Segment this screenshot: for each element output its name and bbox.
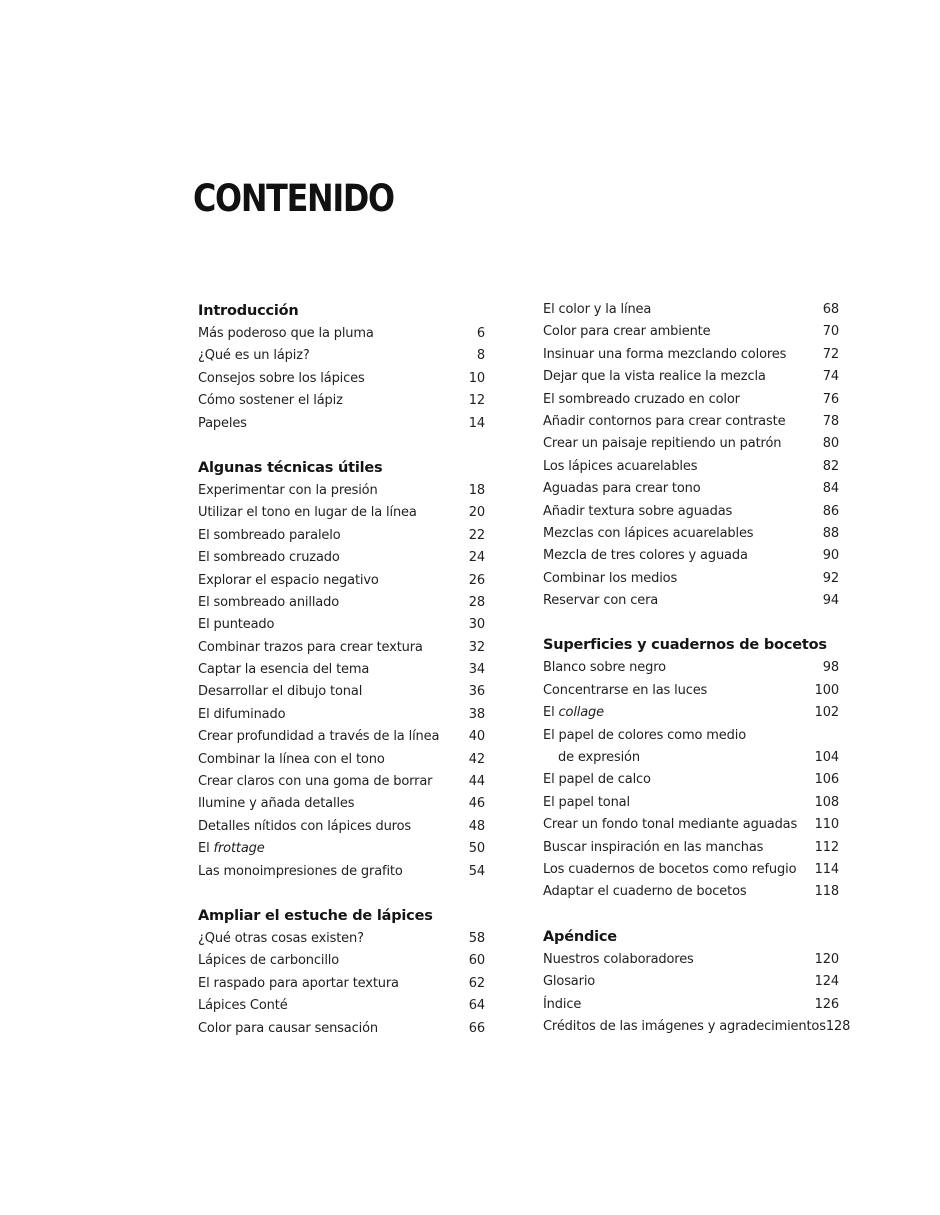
page-number: 126 [814, 996, 839, 1012]
page-number: 90 [822, 548, 839, 564]
toc-entry[interactable] [198, 950, 485, 972]
page-number: 86 [822, 503, 839, 519]
toc-entry[interactable] [198, 368, 485, 390]
entry-label-prefix: El [198, 841, 214, 857]
entry-label: Utilizar el tono en lugar de la línea [198, 505, 417, 521]
entry-label: Papeles [198, 415, 247, 431]
page-number: 120 [814, 951, 839, 967]
toc-section [543, 925, 851, 1039]
toc-entry[interactable] [543, 837, 839, 859]
entry-label: Combinar la línea con el tono [198, 751, 385, 767]
toc-entry[interactable] [543, 881, 839, 903]
page-number: 84 [822, 481, 839, 497]
entry-label: Lápices Conté [198, 998, 288, 1014]
entry-label: Explorar el espacio negativo [198, 572, 379, 588]
toc-entry[interactable] [198, 861, 485, 883]
toc-entry[interactable] [543, 344, 839, 366]
page-number: 6 [476, 326, 485, 341]
toc-left-column [198, 299, 485, 1061]
page-number: 20 [468, 505, 485, 521]
toc-entry[interactable] [198, 659, 485, 681]
page-number: 68 [822, 302, 839, 317]
toc-entry[interactable] [543, 769, 839, 791]
page-number: 46 [468, 796, 485, 812]
entry-label: Más poderoso que la pluma [198, 326, 374, 341]
entry-label: Crear claros con una goma de borrar [198, 774, 433, 790]
page-number: 112 [814, 839, 839, 855]
entry-label: El papel de colores como medio [543, 727, 747, 743]
page-number: 42 [468, 751, 485, 767]
entry-label: Combinar los medios [543, 570, 678, 586]
toc-entry[interactable] [198, 704, 485, 726]
toc-entry[interactable] [543, 389, 839, 411]
toc-entry[interactable] [198, 413, 485, 435]
page-number: 114 [814, 861, 839, 877]
entry-label: Dejar que la vista realice la mezcla [543, 369, 766, 385]
entry-label: Color para causar sensación [198, 1020, 378, 1036]
entry-label: El papel de calco [543, 772, 651, 788]
toc-section [198, 904, 485, 1040]
toc-entry[interactable] [198, 525, 485, 547]
page-number: 40 [468, 729, 485, 745]
toc-entry[interactable] [198, 570, 485, 592]
toc-entry[interactable] [198, 928, 485, 950]
page-number: 32 [468, 639, 485, 655]
toc-entry[interactable] [198, 726, 485, 748]
page-number: 88 [822, 525, 839, 541]
page-number: 106 [814, 772, 839, 788]
entry-label-continuation: de expresión [558, 750, 640, 766]
page-number: 92 [822, 570, 839, 586]
entry-label: Insinuar una forma mezclando colores [543, 346, 787, 362]
toc-entry[interactable] [543, 321, 839, 343]
entry-label: Los lápices acuarelables [543, 458, 698, 474]
page-number: 70 [822, 324, 839, 340]
page-number: 10 [468, 370, 485, 386]
entry-label: El difuminado [198, 706, 286, 722]
page-number: 124 [814, 974, 839, 990]
entry-label: Crear un paisaje repitiendo un patrón [543, 436, 782, 452]
toc-entry[interactable] [543, 568, 839, 590]
entry-label: Combinar trazos para crear textura [198, 639, 423, 655]
toc-entry[interactable] [198, 816, 485, 838]
page-number: 58 [468, 930, 485, 946]
entry-label: Añadir contornos para crear contraste [543, 413, 786, 429]
toc-entry[interactable] [198, 502, 485, 524]
entry-label: El raspado para aportar textura [198, 975, 399, 991]
page-number: 104 [814, 750, 839, 766]
page-number: 64 [468, 998, 485, 1014]
toc-entry[interactable] [543, 680, 839, 702]
toc-section [543, 633, 839, 903]
entry-label-italic: collage [558, 705, 605, 721]
page-number: 18 [468, 482, 485, 498]
page-number: 118 [814, 884, 839, 900]
toc-entry[interactable] [543, 433, 839, 455]
section-heading-algunas-tecnicas-utiles: Algunas técnicas útiles [198, 459, 383, 476]
entry-label-italic: frottage [213, 841, 265, 857]
toc-entry[interactable] [543, 814, 839, 836]
toc-entry[interactable] [543, 971, 839, 993]
page-number: 100 [814, 682, 839, 698]
entry-label: Cómo sostener el lápiz [198, 393, 343, 409]
entry-label: Color para crear ambiente [543, 324, 711, 340]
section-heading-apendice: Apéndice [543, 928, 617, 945]
page-number: 80 [822, 436, 839, 452]
page-number: 36 [468, 684, 485, 700]
page-number: 60 [468, 953, 485, 969]
toc-entry[interactable] [198, 771, 485, 793]
entry-label: Ilumine y añada detalles [198, 796, 355, 812]
toc-entry[interactable] [543, 1016, 851, 1038]
entry-label-prefix: El [543, 705, 559, 721]
toc-entry[interactable] [543, 299, 839, 321]
entry-label: Reservar con cera [543, 593, 659, 609]
entry-label: El punteado [198, 617, 275, 633]
page-number: 12 [468, 393, 485, 409]
toc-entry[interactable] [543, 657, 839, 679]
entry-label: Créditos de las imágenes y agradecimientos [543, 1018, 826, 1034]
page-number: 34 [468, 662, 485, 678]
toc-entry[interactable] [543, 859, 839, 881]
toc-entry[interactable] [198, 637, 485, 659]
entry-label: Consejos sobre los lápices [198, 370, 365, 386]
page-number: 82 [822, 458, 839, 474]
entry-label: Nuestros colaboradores [543, 951, 694, 967]
page-number: 98 [822, 660, 839, 676]
toc-entry[interactable] [543, 478, 839, 500]
entry-label: Índice [543, 996, 582, 1012]
toc-entry[interactable] [543, 456, 839, 478]
toc-entry[interactable] [543, 366, 839, 388]
toc-entry[interactable] [198, 480, 485, 502]
entry-label: El sombreado cruzado en color [543, 391, 740, 407]
page-number: 66 [468, 1020, 485, 1036]
entry-label: El papel tonal [543, 794, 630, 810]
entry-label-continuation-row [543, 747, 839, 769]
page-number: 62 [468, 975, 485, 991]
toc-section [198, 299, 485, 435]
page-number: 24 [468, 550, 485, 566]
page-number: 50 [468, 841, 485, 857]
entry-label: Captar la esencia del tema [198, 662, 370, 678]
entry-label: Experimentar con la presión [198, 482, 378, 498]
toc-entry[interactable] [198, 592, 485, 614]
toc-entry[interactable] [198, 547, 485, 569]
entry-label: Concentrarse en las luces [543, 682, 708, 698]
toc-entry[interactable] [198, 995, 485, 1017]
entry-label [543, 702, 815, 724]
entry-label: Mezcla de tres colores y aguada [543, 548, 748, 564]
entry-label: El sombreado cruzado [198, 550, 340, 566]
toc-entry[interactable] [198, 345, 485, 367]
page-title: CONTENIDO [193, 177, 394, 220]
entry-label: Glosario [543, 974, 596, 990]
page-number: 8 [476, 348, 485, 364]
toc-entry[interactable] [198, 793, 485, 815]
toc-entry[interactable] [198, 1018, 485, 1040]
entry-label: ¿Qué otras cosas existen? [198, 930, 364, 946]
entry-label: Crear un fondo tonal mediante aguadas [543, 817, 798, 833]
entry-label: ¿Qué es un lápiz? [198, 348, 310, 364]
entry-label: Los cuadernos de bocetos como refugio [543, 861, 797, 877]
page-number: 78 [822, 413, 839, 429]
entry-label: Adaptar el cuaderno de bocetos [543, 884, 747, 900]
toc-entry[interactable] [543, 501, 839, 523]
page-number: 94 [822, 593, 839, 609]
section-heading-superficies-y-cuadernos-de-bocetos: Superficies y cuadernos de bocetos [543, 637, 827, 654]
entry-label: Desarrollar el dibujo tonal [198, 684, 363, 700]
toc-section [543, 299, 839, 612]
page-number: 28 [468, 594, 485, 610]
entry-label: Aguadas para crear tono [543, 481, 701, 497]
toc-entry[interactable] [198, 838, 485, 860]
entry-label: El sombreado paralelo [198, 527, 341, 543]
page-number: 14 [468, 415, 485, 431]
entry-label: Las monoimpresiones de grafito [198, 863, 403, 879]
entry-label: Blanco sobre negro [543, 660, 666, 676]
page-number: 26 [468, 572, 485, 588]
page-number: 102 [814, 705, 839, 721]
page-number: 76 [822, 391, 839, 407]
page-number: 48 [468, 818, 485, 834]
toc-entry[interactable] [198, 681, 485, 703]
toc-entry[interactable] [543, 792, 839, 814]
toc-section [198, 456, 485, 883]
toc-entry[interactable] [198, 614, 485, 636]
entry-label: Buscar inspiración en las manchas [543, 839, 764, 855]
page-number: 22 [468, 527, 485, 543]
page-number: 128 [825, 1018, 851, 1034]
toc-entry[interactable] [198, 323, 485, 345]
entry-label: Lápices de carboncillo [198, 953, 340, 969]
toc-entry[interactable] [543, 590, 839, 612]
page-number: 54 [468, 863, 485, 879]
toc-entry[interactable] [543, 949, 839, 971]
toc-entry[interactable] [543, 994, 839, 1016]
page-number: 30 [468, 617, 485, 633]
toc-entry[interactable] [543, 545, 839, 567]
section-heading-introduccion: Introducción [198, 303, 299, 319]
toc-entry[interactable] [198, 749, 485, 771]
page-number: 72 [822, 346, 839, 362]
toc-entry[interactable] [198, 973, 485, 995]
toc-right-column [543, 299, 851, 1059]
entry-label: Crear profundidad a través de la línea [198, 729, 440, 745]
page-number: 74 [822, 369, 839, 385]
toc-entry[interactable] [543, 702, 839, 724]
entry-label: Añadir textura sobre aguadas [543, 503, 733, 519]
entry-label: Detalles nítidos con lápices duros [198, 818, 412, 834]
entry-label [198, 838, 469, 860]
toc-entry[interactable] [198, 390, 485, 412]
toc-entry[interactable] [543, 411, 839, 433]
entry-label: El sombreado anillado [198, 594, 340, 610]
toc-entry[interactable] [543, 523, 839, 545]
page-number: 44 [468, 774, 485, 790]
entry-label: Mezclas con lápices acuarelables [543, 525, 754, 541]
page-number: 108 [814, 794, 839, 810]
toc-entry[interactable] [543, 725, 839, 770]
page-number: 110 [814, 817, 839, 833]
page-number: 38 [468, 706, 485, 722]
section-heading-ampliar-el-estuche-de-lapices: Ampliar el estuche de lápices [198, 907, 433, 924]
entry-label: El color y la línea [543, 302, 652, 317]
